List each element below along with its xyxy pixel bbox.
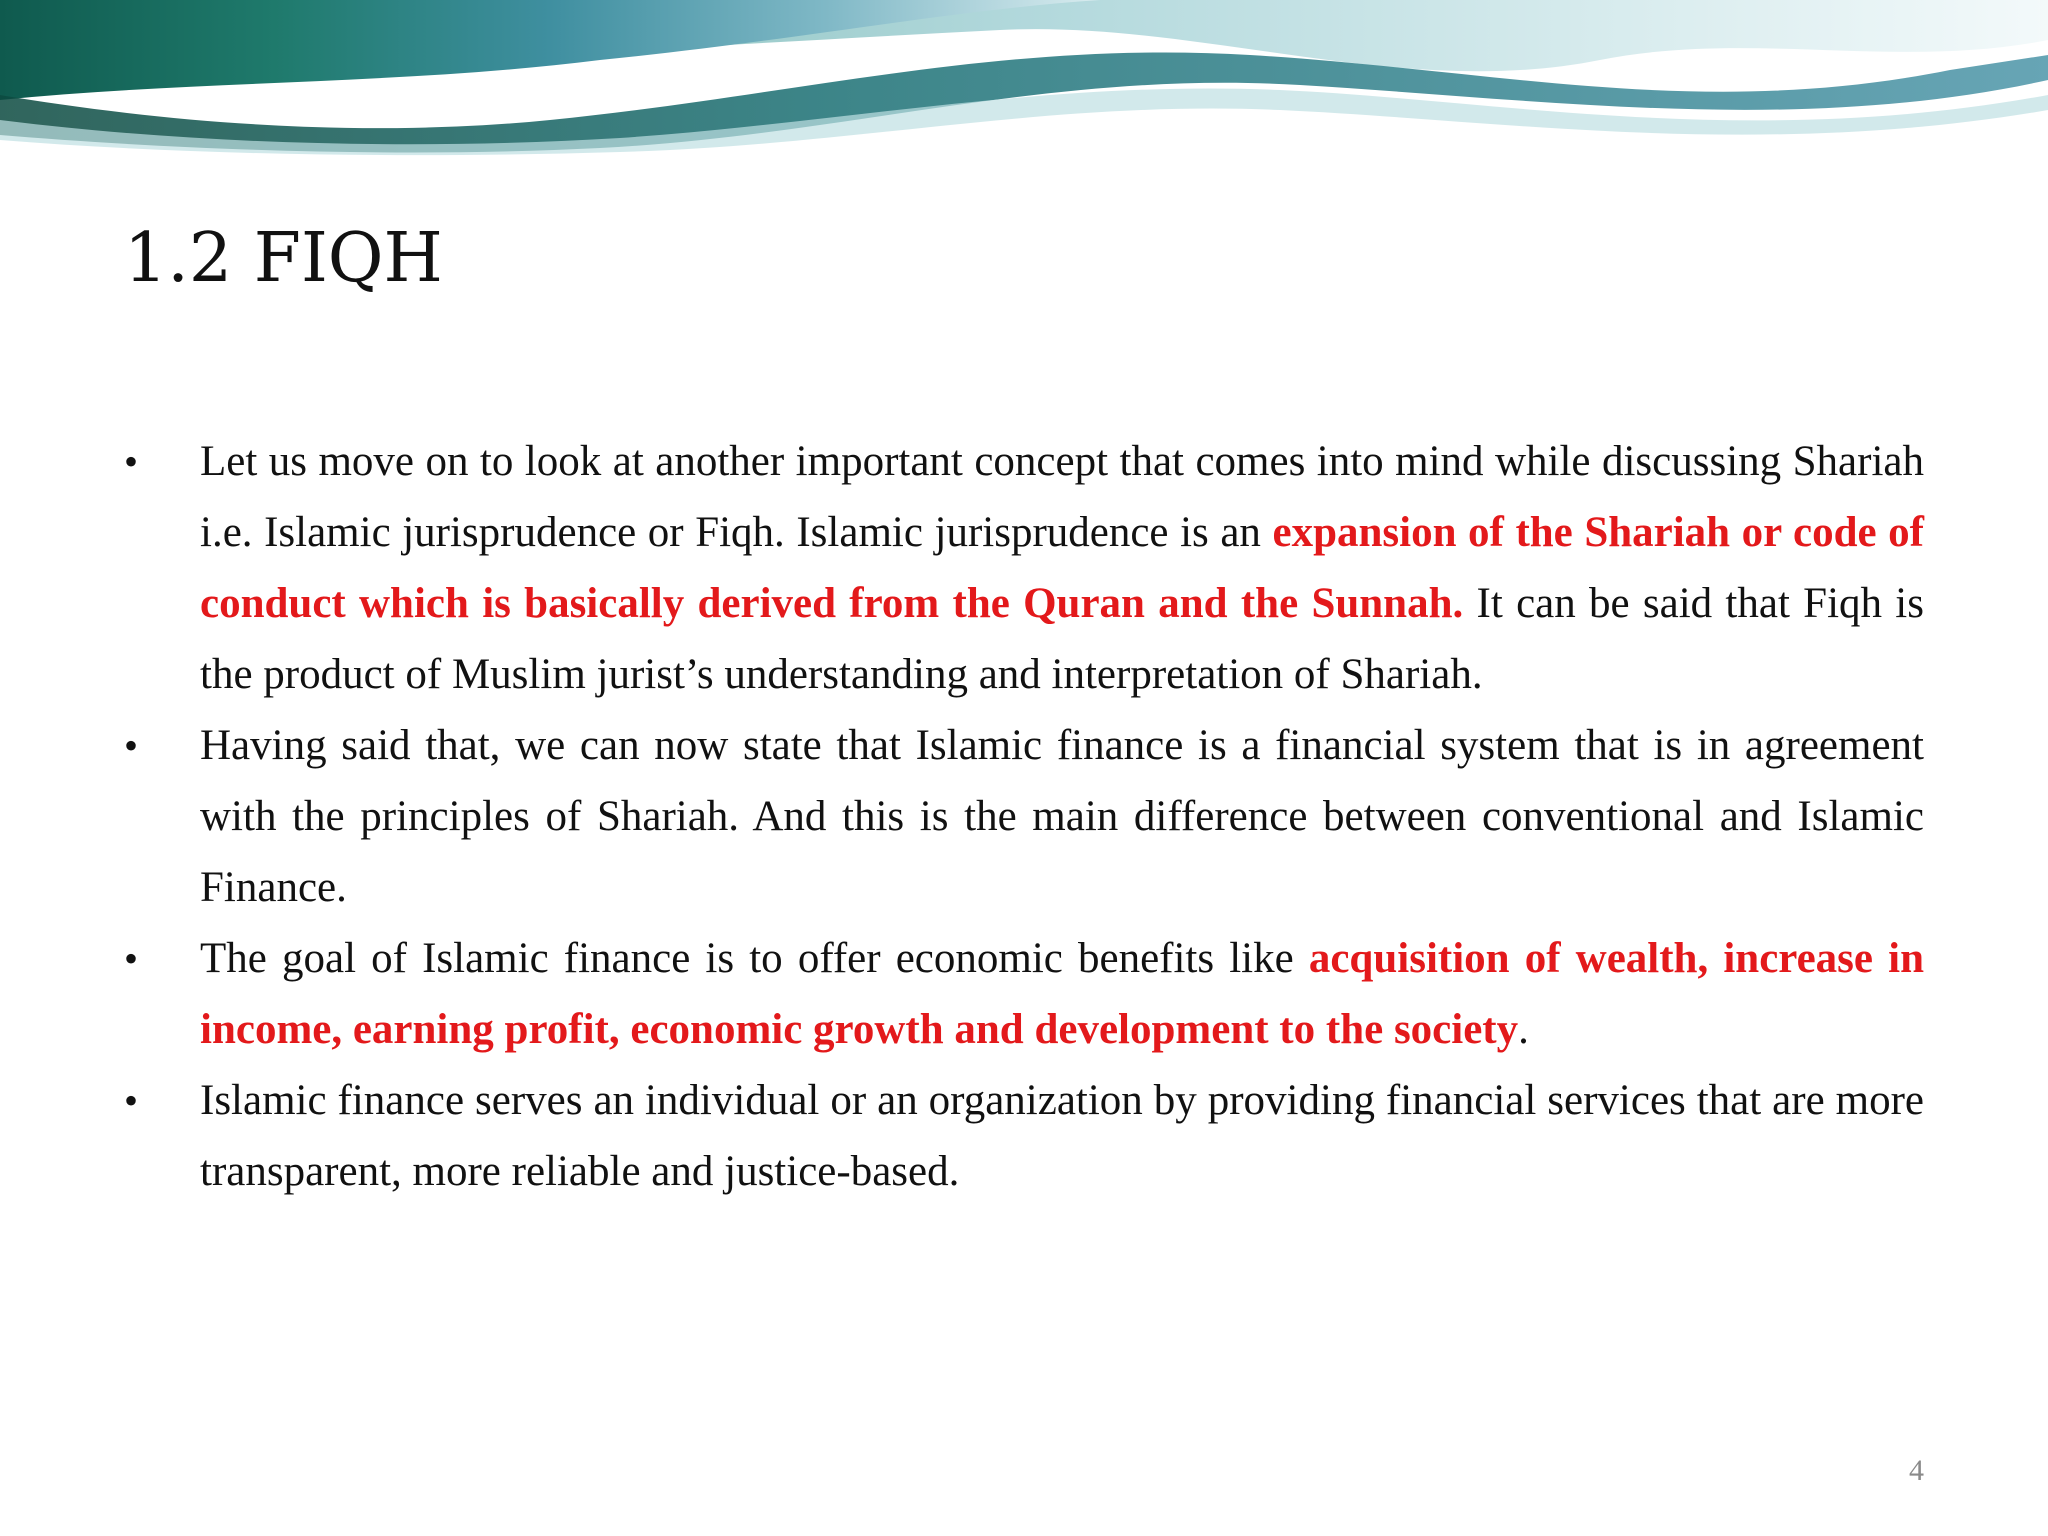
bullet-dot-icon: • xyxy=(124,439,139,484)
bullet-list xyxy=(124,426,1924,1207)
bullet-dot-icon: • xyxy=(124,936,139,981)
highlighted-text: acquisition of wealth, increase in income, earning profit, economic growth and development to the society xyxy=(200,935,1924,1053)
bullet-text: Let us move on to look at another important concept that comes into mind while discussing Shariah i.e. Islamic jurisprudence or Fiqh. Islamic jurisprudence is an xyxy=(200,438,1924,556)
slide-title: 1.2 FIQH xyxy=(124,219,443,298)
bullet-text: . xyxy=(1518,1006,1529,1053)
bullet-item-fiqh-definition xyxy=(124,426,1924,710)
bullet-item-services xyxy=(124,1065,1924,1207)
bullet-dot-icon: • xyxy=(124,1078,139,1123)
bullet-item-islamic-finance-system xyxy=(124,710,1924,923)
bullet-text: Having said that, we can now state that Islamic finance is a financial system that is in agreement with the principles of Shariah. And this is the main difference between conventional and Islamic Finance. xyxy=(200,722,1924,911)
bullet-text: Islamic finance serves an individual or an organization by providing financial services that are more transparent, more reliable and justice-based. xyxy=(200,1077,1924,1195)
bullet-dot-icon: • xyxy=(124,723,139,768)
highlighted-text: expansion of the Shariah or code of conduct which is basically derived from the Quran and the Sunnah. xyxy=(200,509,1925,627)
bullet-text: The goal of Islamic finance is to offer economic benefits like xyxy=(200,935,1309,982)
page-number: 4 xyxy=(1909,1454,1924,1487)
wave-banner-decoration xyxy=(0,0,2048,160)
bullet-item-goal xyxy=(124,923,1924,1065)
bullet-text: It can be said that Fiqh is the product of Muslim jurist’s understanding and interpretation of Shariah. xyxy=(200,580,1924,698)
